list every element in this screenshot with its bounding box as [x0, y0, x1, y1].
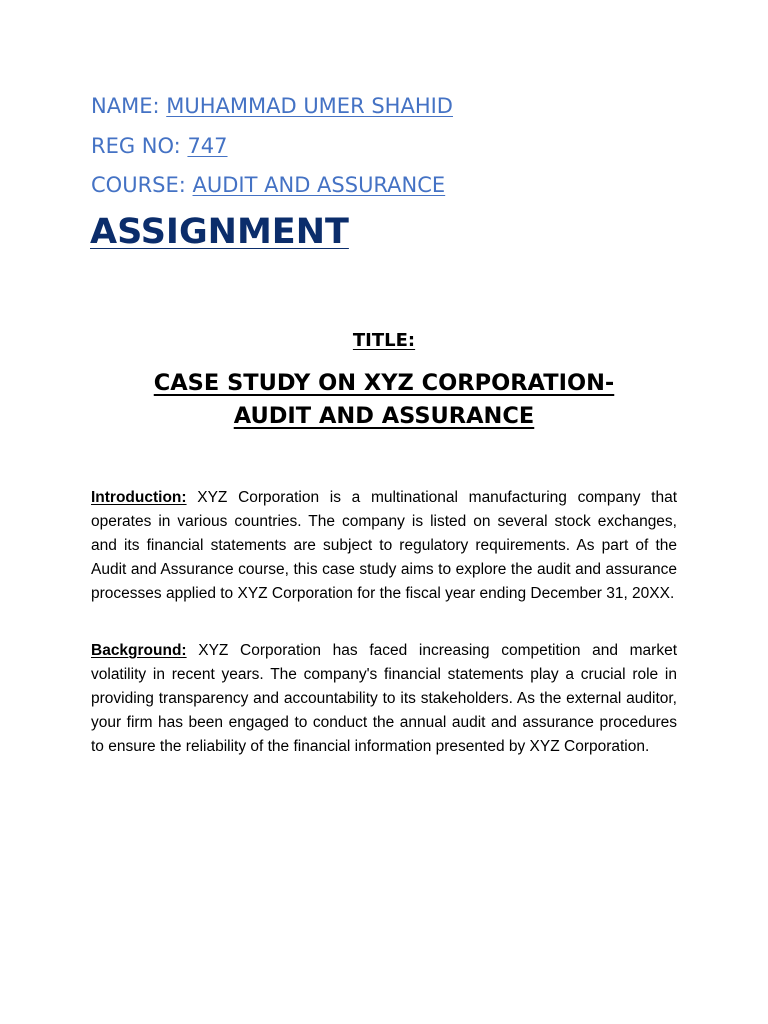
reg-label: REG NO: [91, 134, 188, 158]
introduction-text: XYZ Corporation is a multinational manufacturing company that operates in various countries. The company is listed on several stock exchanges, and its financial statements are subject to regulatory requirements. As part of the Audit and Assurance course, this case study aims to explore the audit and assurance processes applied to XYZ Corporation for the fiscal year ending December 31, 20XX. [91, 489, 677, 602]
course-line [91, 173, 445, 197]
introduction-paragraph [91, 486, 677, 606]
course-label: COURSE: [91, 173, 193, 197]
name-value: MUHAMMAD UMER SHAHID [166, 94, 453, 118]
background-text: XYZ Corporation has faced increasing competition and market volatility in recent years. The company's financial statements play a crucial role in providing transparency and accountability to its stakeholders. As the external auditor, your firm has been engaged to conduct the annual audit and assurance procedures to ensure the reliability of the financial information presented by XYZ Corporation. [91, 642, 677, 755]
introduction-heading: Introduction: [91, 489, 187, 506]
assignment-heading: ASSIGNMENT [90, 212, 349, 252]
document-title-line-2: AUDIT AND ASSURANCE [233, 403, 535, 429]
reg-value: 747 [187, 134, 228, 158]
student-name-line [91, 94, 453, 118]
document-title-line-1: CASE STUDY ON XYZ CORPORATION- [153, 370, 615, 396]
course-value: AUDIT AND ASSURANCE [192, 173, 446, 197]
background-paragraph [91, 639, 677, 759]
background-heading: Background: [91, 642, 187, 659]
registration-number-line [91, 134, 228, 158]
document-title [100, 367, 668, 433]
name-label: NAME: [91, 94, 167, 118]
title-label: TITLE: [352, 330, 416, 351]
